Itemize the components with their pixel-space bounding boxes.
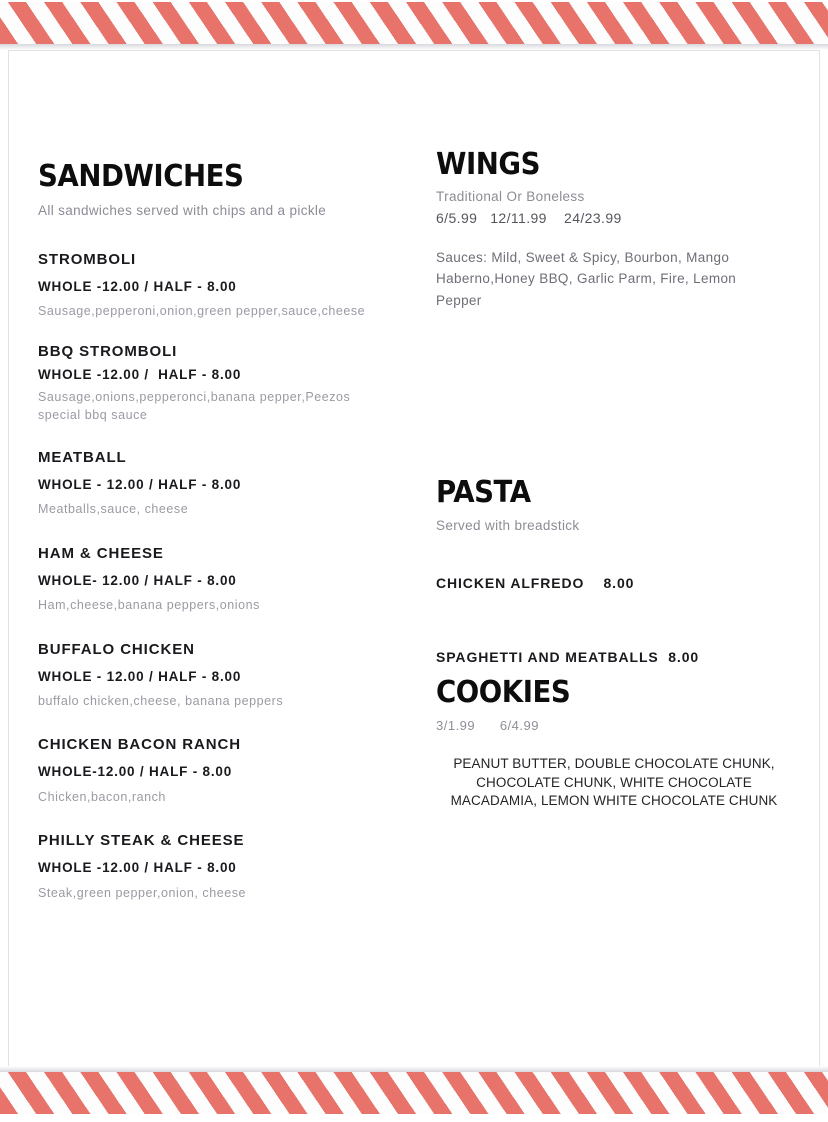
bottom-margin <box>0 1114 828 1122</box>
item-description: Chicken,bacon,ranch <box>38 789 166 804</box>
sandwiches-heading: SANDWICHES <box>38 159 244 194</box>
sandwiches-subtitle: All sandwiches served with chips and a pickle <box>38 203 327 218</box>
wings-sauces: Sauces: Mild, Sweet & Spicy, Bourbon, Mango Haberno,Honey BBQ, Garlic Parm, Fire, Lemon Pepper <box>436 249 737 309</box>
item-name: HAM & CHEESE <box>38 544 164 562</box>
menu-item[interactable] <box>38 736 418 806</box>
item-description: Sausage,pepperoni,onion,green pepper,sauce,cheese <box>38 304 366 319</box>
wings-subtitle: Traditional Or Boneless <box>436 189 585 204</box>
item-description: buffalo chicken,cheese, banana peppers <box>38 693 284 708</box>
wings-heading: WINGS <box>436 147 541 182</box>
item-name: PHILLY STEAK & CHEESE <box>38 832 245 850</box>
item-name: BUFFALO CHICKEN <box>38 640 195 658</box>
item-name: CHICKEN BACON RANCH <box>38 736 241 754</box>
wings-section <box>436 147 796 312</box>
item-name: BBQ STROMBOLI <box>38 342 178 360</box>
cookies-heading: COOKIES <box>436 675 571 710</box>
item-description: Sausage,onions,pepperonci,banana pepper,Peezos special bbq sauce <box>38 390 351 422</box>
item-name: MEATBALL <box>38 448 127 466</box>
menu-item[interactable] <box>38 251 418 321</box>
item-price: WHOLE -12.00 / HALF - 8.00 <box>38 279 237 294</box>
pasta-section <box>436 475 796 665</box>
pasta-item[interactable]: CHICKEN ALFREDO 8.00 <box>436 574 635 591</box>
pasta-item[interactable]: SPAGHETTI AND MEATBALLS 8.00 <box>436 648 700 665</box>
menu-item[interactable] <box>38 343 418 425</box>
item-price: WHOLE-12.00 / HALF - 8.00 <box>38 764 233 780</box>
pasta-subtitle: Served with breadstick <box>436 518 580 533</box>
item-description: Meatballs,sauce, cheese <box>38 501 189 516</box>
cookies-section <box>436 675 796 811</box>
item-description: Ham,cheese,banana peppers,onions <box>38 597 260 612</box>
item-name: STROMBOLI <box>38 251 137 268</box>
cookies-prices: 3/1.99 6/4.99 <box>436 718 539 733</box>
item-price: WHOLE -12.00 / HALF - 8.00 <box>38 860 237 876</box>
menu-item[interactable] <box>38 832 418 902</box>
item-price: WHOLE -12.00 / HALF - 8.00 <box>38 366 242 382</box>
cookies-flavors: PEANUT BUTTER, DOUBLE CHOCOLATE CHUNK, CHOCOLATE CHUNK, WHITE CHOCOLATE MACADAMIA, LEMON WHITE CHOCOLATE CHUNK <box>450 756 778 809</box>
menu-item[interactable] <box>38 545 418 615</box>
menu-item[interactable] <box>38 449 418 519</box>
pasta-heading: PASTA <box>436 475 531 510</box>
wings-prices: 6/5.99 12/11.99 24/23.99 <box>436 209 622 226</box>
item-description: Steak,green pepper,onion, cheese <box>38 885 247 900</box>
item-price: WHOLE - 12.00 / HALF - 8.00 <box>38 668 242 684</box>
menu-item[interactable] <box>38 641 418 711</box>
item-price: WHOLE- 12.00 / HALF - 8.00 <box>38 572 237 588</box>
item-price: WHOLE - 12.00 / HALF - 8.00 <box>38 476 242 492</box>
top-margin <box>0 0 828 2</box>
top-stripe-band <box>0 2 828 44</box>
bottom-stripe-band <box>0 1072 828 1114</box>
